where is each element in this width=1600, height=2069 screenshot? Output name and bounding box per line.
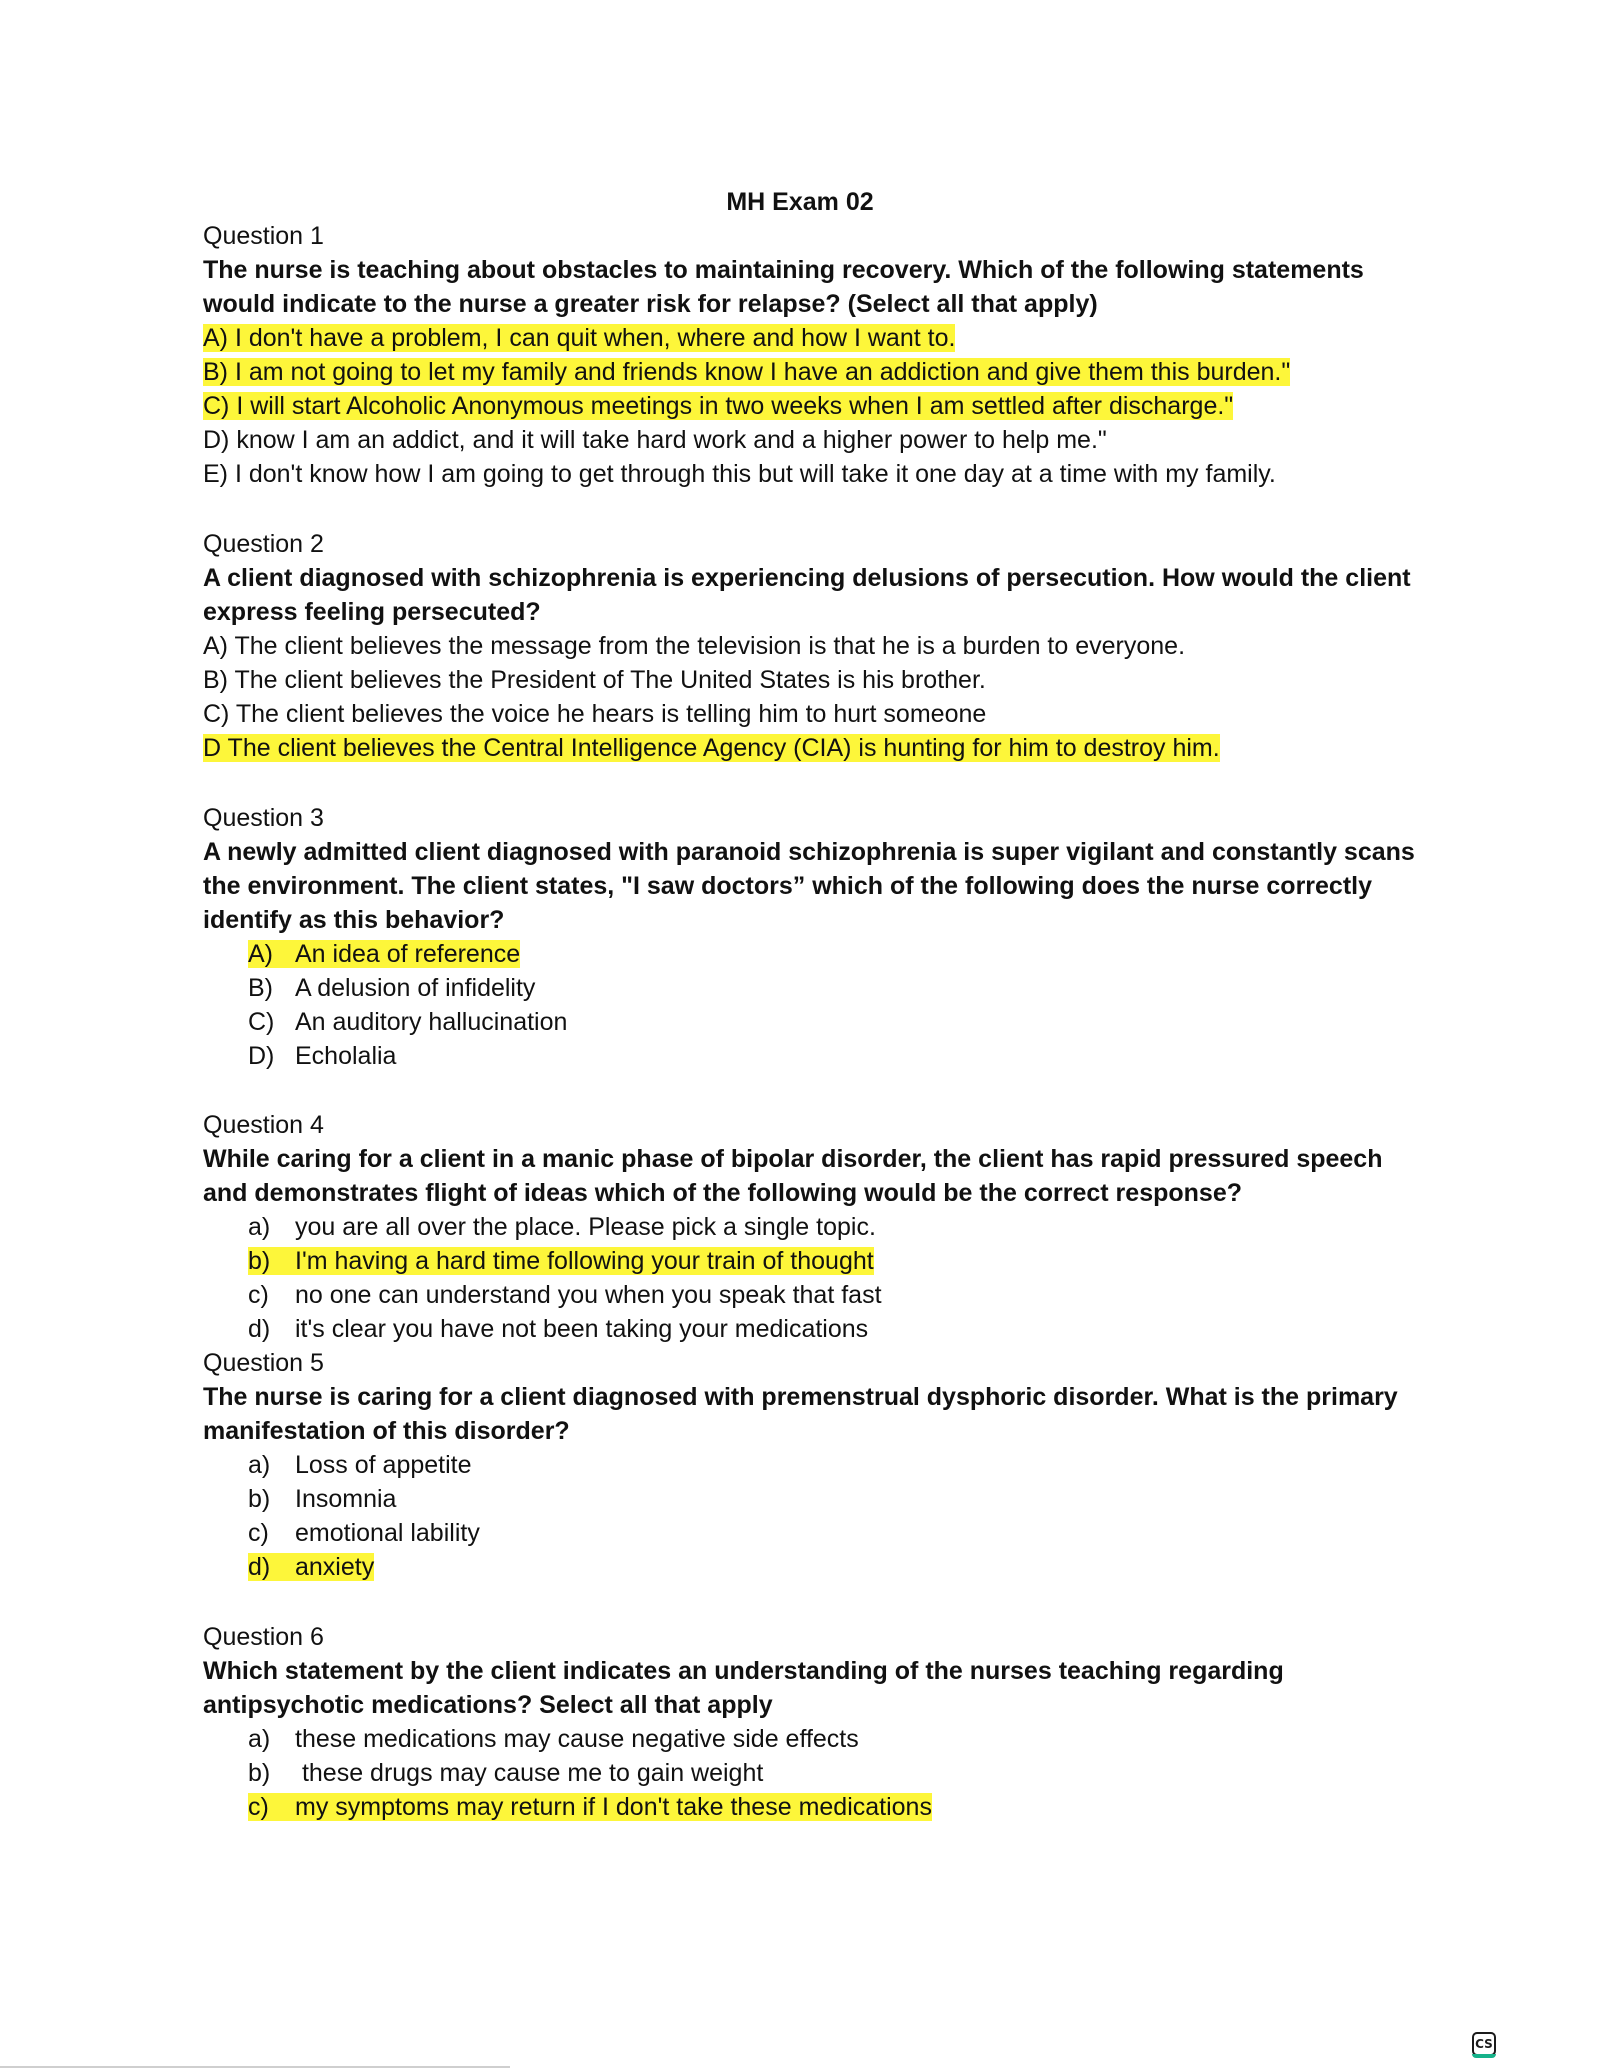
question-4-option-b: [248, 1244, 874, 1278]
option-letter: b): [248, 1759, 271, 1787]
option-letter: c): [248, 1793, 269, 1821]
option-text: An idea of reference: [295, 940, 521, 968]
option-text: An auditory hallucination: [295, 1008, 568, 1036]
question-3-option-c: [248, 1005, 567, 1039]
option-letter: a): [248, 1213, 271, 1241]
question-6-stem-line-1: Which statement by the client indicates an understanding of the nurses teaching regarding: [203, 1657, 1284, 1685]
highlighted-answer: [248, 940, 520, 968]
option-text: I'm having a hard time following your train of thought: [295, 1247, 874, 1275]
question-2-option-b: B) The client believes the President of The United States is his brother.: [203, 666, 986, 694]
option-text: anxiety: [295, 1553, 375, 1581]
question-4-stem-line-2: and demonstrates flight of ideas which of the following would be the correct response?: [203, 1179, 1242, 1207]
question-4-stem-line-1: While caring for a client in a manic phase of bipolar disorder, the client has rapid pressured speech: [203, 1145, 1383, 1173]
option-text: it's clear you have not been taking your medications: [295, 1315, 869, 1343]
question-6-option-a: [248, 1722, 859, 1756]
highlighted-answer: A) I don't have a problem, I can quit when, where and how I want to.: [203, 324, 956, 352]
question-1-option-c: [203, 389, 1233, 423]
question-6-stem-line-2: antipsychotic medications? Select all that apply: [203, 1691, 773, 1719]
option-text: no one can understand you when you speak that fast: [295, 1281, 882, 1309]
option-text: emotional lability: [295, 1519, 480, 1547]
option-letter: a): [248, 1451, 271, 1479]
option-text: you are all over the place. Please pick a single topic.: [295, 1213, 876, 1241]
option-letter: c): [248, 1281, 269, 1309]
option-letter: d): [248, 1315, 271, 1343]
question-1-stem-line-1: The nurse is teaching about obstacles to maintaining recovery. Which of the following statements: [203, 256, 1364, 284]
option-text: these drugs may cause me to gain weight: [295, 1759, 764, 1787]
question-6-option-c: [248, 1790, 932, 1824]
question-3-option-d: [248, 1039, 396, 1073]
highlighted-answer: D The client believes the Central Intelligence Agency (CIA) is hunting for him to destroy him.: [203, 734, 1220, 762]
question-2-option-d: [203, 731, 1220, 765]
question-3-option-b: [248, 971, 535, 1005]
option-letter: c): [248, 1519, 269, 1547]
question-5-label: Question 5: [203, 1349, 324, 1377]
option-text: A delusion of infidelity: [295, 974, 536, 1002]
question-3-stem-line-2: the environment. The client states, "I saw doctors” which of the following does the nurse correctly: [203, 872, 1373, 900]
bottom-divider: [0, 2066, 510, 2068]
question-3-stem-line-3: identify as this behavior?: [203, 906, 505, 934]
question-1-option-a: [203, 321, 955, 355]
question-1-stem-line-2: would indicate to the nurse a greater risk for relapse? (Select all that apply): [203, 290, 1098, 318]
question-5-option-d: [248, 1550, 374, 1584]
question-3-stem-line-1: A newly admitted client diagnosed with paranoid schizophrenia is super vigilant and constantly scans: [203, 838, 1415, 866]
highlighted-answer: [248, 1247, 874, 1275]
option-letter: B): [248, 974, 273, 1002]
question-1-label: Question 1: [203, 222, 324, 250]
option-text: Loss of appetite: [295, 1451, 472, 1479]
option-text: Insomnia: [295, 1485, 397, 1513]
question-2-option-a: A) The client believes the message from the television is that he is a burden to everyone.: [203, 632, 1186, 660]
question-2-stem-line-1: A client diagnosed with schizophrenia is experiencing delusions of persecution. How would the client: [203, 564, 1411, 592]
question-6-option-b: [248, 1756, 763, 1790]
option-text: these medications may cause negative side effects: [295, 1725, 859, 1753]
option-letter: b): [248, 1247, 271, 1275]
question-6-label: Question 6: [203, 1623, 324, 1651]
option-text: Echolalia: [295, 1042, 397, 1070]
option-letter: A): [248, 940, 273, 968]
document-title: MH Exam 02: [726, 188, 874, 216]
highlighted-answer: B) I am not going to let my family and friends know I have an addiction and give them this burden.": [203, 358, 1291, 386]
question-2-option-c: C) The client believes the voice he hears is telling him to hurt someone: [203, 700, 987, 728]
question-1-option-b: [203, 355, 1290, 389]
question-3-label: Question 3: [203, 804, 324, 832]
question-4-label: Question 4: [203, 1111, 324, 1139]
question-2-label: Question 2: [203, 530, 324, 558]
camscanner-logo-icon: CS: [1472, 2032, 1496, 2056]
question-3-option-a: [248, 937, 520, 971]
question-4-option-a: [248, 1210, 876, 1244]
option-letter: D): [248, 1042, 275, 1070]
highlighted-answer: [248, 1793, 932, 1821]
highlighted-answer: C) I will start Alcoholic Anonymous meetings in two weeks when I am settled after discharge.": [203, 392, 1234, 420]
option-letter: C): [248, 1008, 275, 1036]
option-text: my symptoms may return if I don't take these medications: [295, 1793, 932, 1821]
option-letter: a): [248, 1725, 271, 1753]
question-5-stem-line-1: The nurse is caring for a client diagnosed with premenstrual dysphoric disorder. What is the primary: [203, 1383, 1398, 1411]
question-5-option-b: [248, 1482, 396, 1516]
question-1-option-d: D) know I am an addict, and it will take hard work and a higher power to help me.": [203, 426, 1107, 454]
question-1-option-e: E) I don't know how I am going to get through this but will take it one day at a time with my family.: [203, 460, 1276, 488]
question-4-option-c: [248, 1278, 882, 1312]
question-5-option-a: [248, 1448, 472, 1482]
question-2-stem-line-2: express feeling persecuted?: [203, 598, 541, 626]
option-letter: b): [248, 1485, 271, 1513]
highlighted-answer: [248, 1553, 374, 1581]
option-letter: d): [248, 1553, 271, 1581]
question-5-stem-line-2: manifestation of this disorder?: [203, 1417, 570, 1445]
question-4-option-d: [248, 1312, 868, 1346]
question-5-option-c: [248, 1516, 480, 1550]
